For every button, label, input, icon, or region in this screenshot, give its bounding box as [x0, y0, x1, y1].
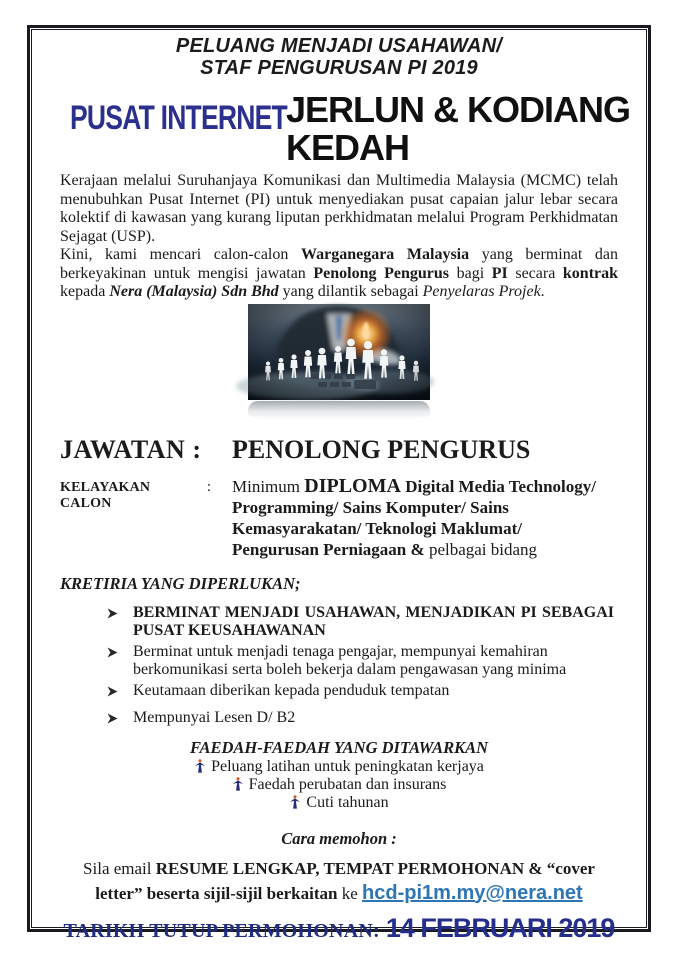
benefit-item: [60, 794, 618, 812]
qualification-value: Minimum DIPLOMA Digital Media Technology/ Programming/ Sains Komputer/ Sains Kemasyarakatan/ Teknologi Maklumat/ Pengurusan Perniagaan & pelbagai bidang: [232, 474, 596, 559]
location-line2: KEDAH: [286, 127, 410, 168]
benefit-item-text: Peluang latihan untuk peningkatan kerjaya: [211, 757, 484, 775]
criteria-item: [106, 604, 614, 640]
criteria-item: [106, 709, 614, 730]
criteria-heading: KRETIRIA YANG DIPERLUKAN;: [60, 573, 301, 593]
location-heading: [286, 91, 630, 167]
position-value: PENOLONG PENGURUS: [232, 434, 531, 464]
masthead-line2: STAF PENGURUSAN PI 2019: [200, 57, 478, 79]
right-arrow-bullet-icon: [106, 604, 120, 640]
brand-row: [60, 89, 631, 168]
right-arrow-bullet-icon: [106, 682, 120, 703]
criteria-item: [106, 643, 614, 679]
position-row: [60, 433, 618, 466]
down-dart-bullet-icon: [289, 795, 301, 810]
intro-p1: Kerajaan melalui Suruhanjaya Komunikasi dan Multimedia Malaysia (MCMC) telah menubuhkan Pusat Internet (PI) untuk menyediakan pusat capaian jalur lebar secara kolektif di kawasan yang kurang liputan perkhidmatan melalui Program Perkhidmatan Sejagat (USP).: [60, 172, 618, 245]
deadline-line: [60, 913, 618, 944]
qualification-colon: :: [206, 478, 212, 495]
hero-image-block: [60, 304, 618, 423]
logo-text: PUSAT INTERNET: [70, 99, 287, 137]
application-email-link[interactable]: hcd-pi1m.my@nera.net: [362, 881, 583, 904]
criteria-item-text: Keutamaan diberikan kepada penduduk tempatan: [133, 681, 450, 699]
benefit-item-text: Faedah perubatan dan insurans: [248, 775, 447, 793]
masthead-title: [60, 35, 618, 79]
benefit-item: [60, 776, 618, 794]
qualification-row: [60, 476, 618, 560]
deadline-date: 14 FEBRUARI 2019: [385, 912, 615, 943]
intro-paragraphs: [60, 172, 618, 302]
apply-instructions: Sila email RESUME LENGKAP, TEMPAT PERMOHONAN & “cover letter” beserta sijil-sijil berkaitan ke hcd-pi1m.my@nera.net: [83, 858, 595, 904]
criteria-list: [60, 604, 618, 730]
down-dart-bullet-icon: [232, 777, 244, 792]
down-dart-bullet-icon: [194, 759, 206, 774]
benefit-item: [60, 758, 618, 776]
benefit-item-text: Cuti tahunan: [306, 793, 389, 811]
pusat-internet-logo: [70, 91, 286, 167]
criteria-item-text: Berminat untuk menjadi tenaga pengajar, mempunyai kemahiran berkomunikasi serta boleh bekerja dalam pengawasan yang minima: [133, 642, 567, 678]
business-network-photo: [248, 304, 430, 400]
location-line1: JERLUN & KODIANG: [286, 89, 631, 130]
deadline-label: TARIKH TUTUP PERMOHONAN:: [63, 919, 380, 942]
right-arrow-bullet-icon: [106, 643, 120, 679]
masthead-line1: PELUANG MENJADI USAHAWAN/: [175, 35, 503, 57]
apply-heading: Cara memohon :: [281, 828, 397, 848]
page-frame: [27, 25, 651, 943]
page-frame-inner: [31, 29, 647, 943]
benefits-heading: FAEDAH-FAEDAH YANG DITAWARKAN: [189, 737, 489, 757]
hero-image-reflection: [248, 401, 430, 423]
right-arrow-bullet-icon: [106, 709, 120, 730]
criteria-item-text: Mempunyai Lesen D/ B2: [133, 708, 296, 726]
position-label: JAWATAN :: [60, 434, 202, 464]
benefits-section: [60, 738, 618, 812]
intro-p2: Kini, kami mencari calon-calon Warganegara Malaysia yang berminat dan berkeyakinan untuk mengisi jawatan Penolong Pengurus bagi PI secara kontrak kepada Nera (Malaysia) Sdn Bhd yang dilantik sebagai Penyelaras Projek.: [60, 246, 619, 300]
criteria-item: [106, 682, 614, 703]
qualification-label: KELAYAKAN CALON: [60, 479, 151, 511]
criteria-item-text: BERMINAT MENJADI USAHAWAN, MENJADIKAN PI SEBAGAI PUSAT KEUSAHAWANAN: [133, 603, 614, 639]
